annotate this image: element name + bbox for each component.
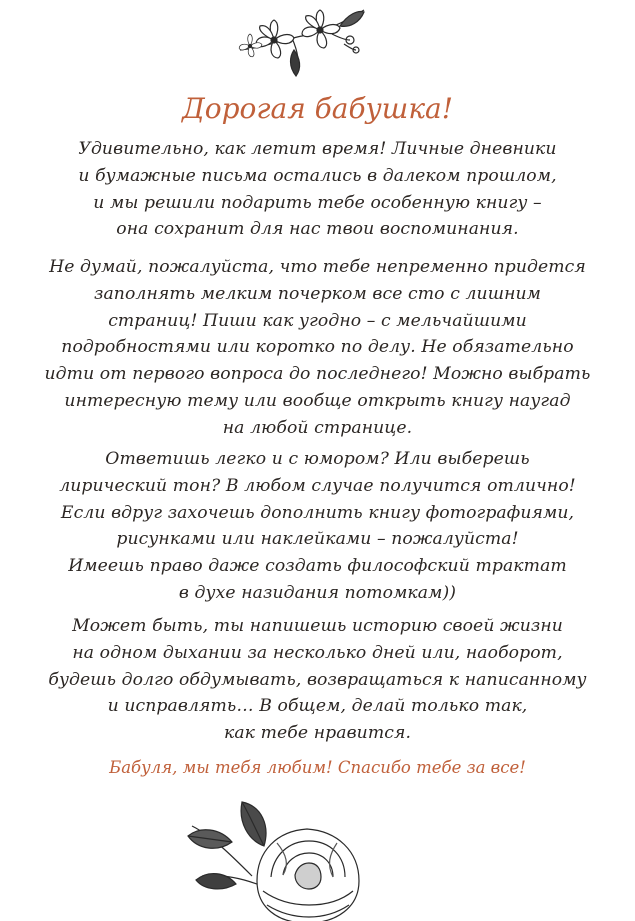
text-line: Может быть, ты напишешь историю своей жизни — [72, 616, 563, 636]
text-line: Ответишь легко и с юмором? Или выберешь — [105, 449, 530, 469]
text-line: интересную тему или вообще открыть книгу наугад — [64, 390, 571, 411]
paragraph-2 — [40, 254, 595, 442]
paragraph-4 — [40, 613, 595, 747]
text-line: рисунками или наклейками – пожалуйста! — [116, 529, 519, 550]
paragraph-3 — [40, 446, 595, 607]
closing-line: Бабуля, мы тебя любим! Спасибо тебе за все! — [109, 758, 526, 777]
cherry-blossom-icon — [232, 0, 372, 86]
text-line: заполнять мелким почерком все сто с лишним — [93, 283, 542, 304]
text-line: лирический тон? В любом случае получится отлично! — [59, 475, 576, 496]
paragraph-1 — [40, 136, 595, 243]
text-line: Не думай, пожалуйста, что тебе непременно придется — [49, 257, 586, 277]
page-title: Дорогая бабушка! — [182, 92, 453, 125]
text-line: она сохранит для нас твои воспоминания. — [116, 219, 519, 240]
text-line: подробностями или коротко по делу. Не обязательно — [61, 337, 574, 358]
text-line: и мы решили подарить тебе особенную книгу – — [93, 192, 542, 213]
text-line: будешь долго обдумывать, возвращаться к написанному — [48, 669, 587, 690]
text-line: на любой странице. — [222, 417, 413, 438]
text-line: и исправлять… В общем, делай только так, — [107, 696, 528, 717]
text-line: Имеешь право даже создать философский трактат — [68, 556, 567, 577]
text-line: на одном дыхании за несколько дней или, наоборот, — [72, 642, 563, 663]
text-line: Удивительно, как летит время! Личные дневники — [78, 139, 557, 159]
text-line: как тебе нравится. — [223, 723, 412, 744]
text-line: идти от первого вопроса до последнего! Можно выбрать — [44, 364, 591, 385]
text-line: Если вдруг захочешь дополнить книгу фотографиями, — [60, 502, 575, 523]
text-line: страниц! Пиши как угодно – с мельчайшими — [108, 310, 527, 331]
text-line: в духе назидания потомкам)) — [178, 582, 457, 603]
rose-icon — [182, 796, 382, 921]
text-line: и бумажные письма остались в далеком прошлом, — [78, 165, 557, 186]
